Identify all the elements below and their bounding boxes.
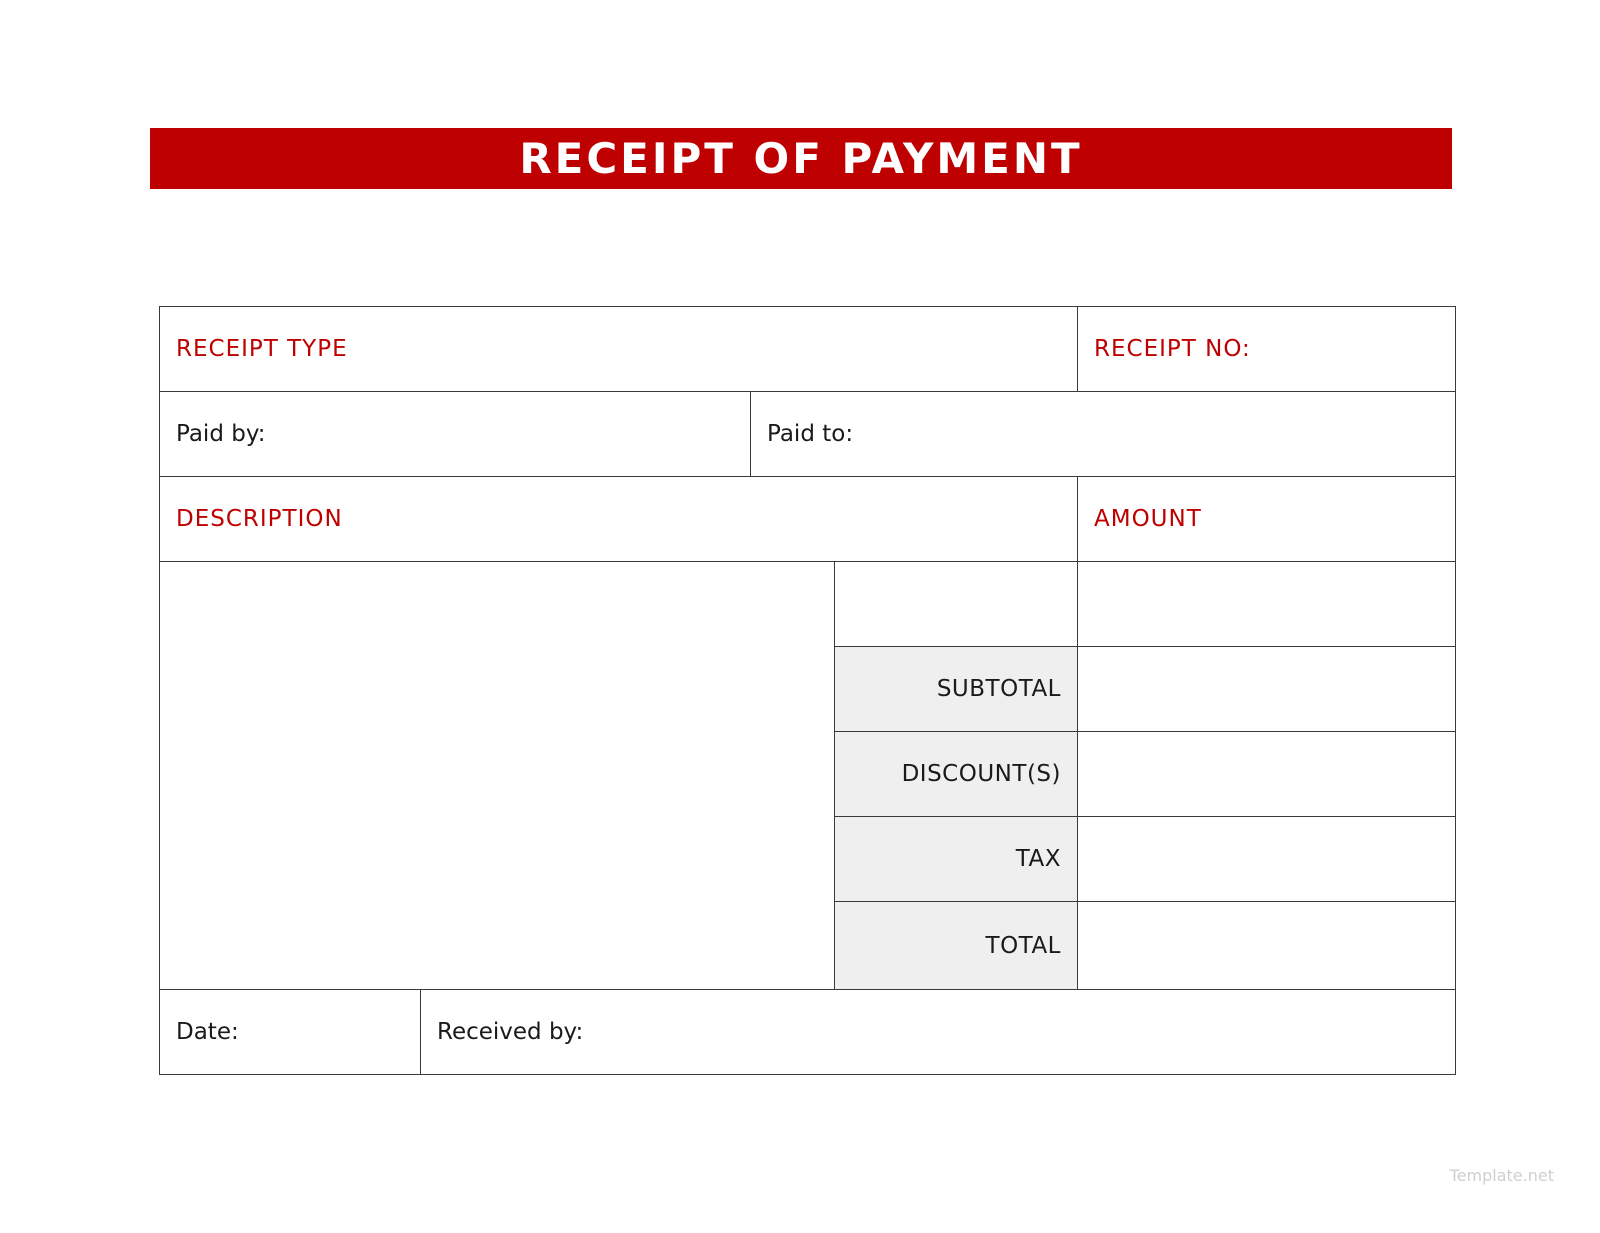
tax-label-cell [834, 816, 1078, 902]
amount-label: AMOUNT [1094, 506, 1202, 532]
subtotal-field[interactable] [1077, 646, 1456, 732]
watermark: Template.net [1449, 1166, 1554, 1185]
receipt-type-label: RECEIPT TYPE [176, 336, 348, 362]
total-label: TOTAL [985, 932, 1061, 959]
received-by-cell[interactable] [420, 989, 1456, 1075]
discounts-label: DISCOUNT(S) [901, 761, 1061, 787]
receipt-no-cell[interactable] [1077, 306, 1456, 392]
line-item-amount-field[interactable] [1077, 561, 1456, 647]
discounts-field[interactable] [1077, 731, 1456, 817]
page-title: RECEIPT OF PAYMENT [519, 134, 1083, 183]
received-by-label: Received by: [437, 1019, 584, 1045]
tax-label: TAX [1015, 846, 1061, 872]
paid-to-cell[interactable] [750, 391, 1456, 477]
title-banner [150, 128, 1452, 189]
date-label: Date: [176, 1019, 239, 1045]
total-label-cell [834, 901, 1078, 990]
total-field[interactable] [1077, 901, 1456, 990]
receipt-no-label: RECEIPT NO: [1094, 336, 1251, 362]
subtotal-label-cell [834, 646, 1078, 732]
line-item-label-cell[interactable] [834, 561, 1078, 647]
receipt-type-cell[interactable] [159, 306, 1078, 392]
tax-field[interactable] [1077, 816, 1456, 902]
paid-by-label: Paid by: [176, 421, 266, 447]
paid-by-cell[interactable] [159, 391, 751, 477]
description-header-cell [159, 476, 1078, 562]
amount-header-cell [1077, 476, 1456, 562]
description-label: DESCRIPTION [176, 506, 343, 532]
subtotal-label: SUBTOTAL [936, 676, 1061, 702]
paid-to-label: Paid to: [767, 421, 854, 447]
discounts-label-cell [834, 731, 1078, 817]
description-field[interactable] [159, 561, 835, 990]
date-cell[interactable] [159, 989, 421, 1075]
